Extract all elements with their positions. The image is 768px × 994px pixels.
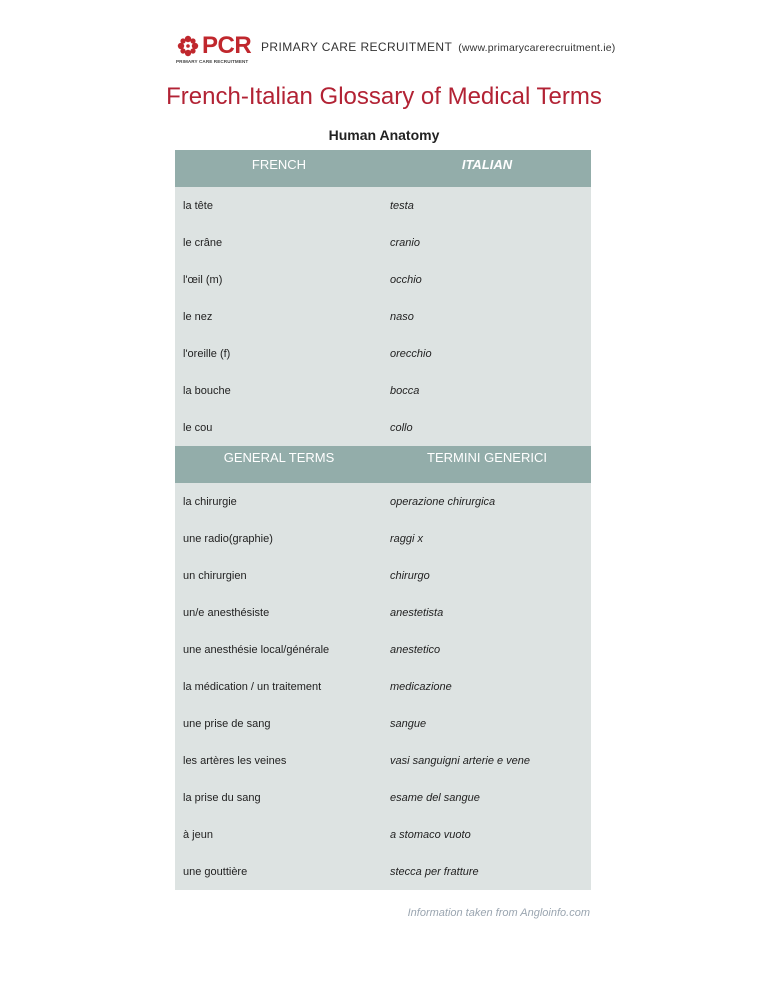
general-header-row [175,446,591,483]
french-term: un chirurgien [183,570,247,582]
french-term: à jeun [183,829,213,841]
org-name: PRIMARY CARE RECRUITMENT [261,40,453,54]
column-header-termini-generici: TERMINI GENERICI [427,450,547,465]
table-row [175,853,591,890]
french-term: l'oreille (f) [183,348,231,360]
org-line [261,40,616,54]
header [175,32,257,66]
italian-term: orecchio [390,348,432,360]
italian-term: anestetista [390,607,444,619]
french-term: le cou [183,422,213,434]
french-term: une prise de sang [183,718,271,730]
italian-term: a stomaco vuoto [390,829,471,841]
italian-term: naso [390,311,414,323]
italian-term: medicazione [390,681,452,693]
french-term: une radio(graphie) [183,533,273,545]
italian-term: vasi sanguigni arterie e vene [390,755,531,767]
french-term: la chirurgie [183,496,237,508]
italian-term: occhio [390,274,422,286]
page-title: French-Italian Glossary of Medical Terms [166,83,602,110]
italian-term: bocca [390,385,420,397]
table-row [175,557,591,594]
table-row [175,668,591,705]
table-row [175,594,591,631]
italian-term: esame del sangue [390,792,480,804]
italian-term: chirurgo [390,570,430,582]
flower-logo-icon [177,35,199,57]
table-row [175,224,591,261]
column-header-french: FRENCH [251,157,307,172]
italian-term: collo [390,422,413,434]
glossary-table [175,150,591,890]
french-term: le crâne [183,237,223,249]
italian-term: cranio [390,237,420,249]
website-link[interactable]: (www.primarycarerecruitment.ie) [458,42,616,54]
table-row [175,409,591,446]
table-row [175,298,591,335]
french-term: une anesthésie local/générale [183,644,330,656]
french-term: un/e anesthésiste [183,607,270,619]
column-header-general-terms: GENERAL TERMS [223,450,335,465]
logo-text: PCR [202,32,252,59]
section-title: Human Anatomy [328,127,440,143]
italian-term: operazione chirurgica [390,496,496,508]
table-row [175,261,591,298]
table-row [175,335,591,372]
french-term: les artères les veines [183,755,287,767]
french-term: l'œil (m) [183,274,223,286]
table-row [175,779,591,816]
italian-term: raggi x [390,533,424,545]
italian-term: anestetico [390,644,441,656]
pcr-logo [175,32,257,66]
logo-subtext: PRIMARY CARE RECRUITMENT [176,59,249,64]
table-row [175,816,591,853]
table-row [175,483,591,520]
french-term: la tête [183,200,213,212]
french-term: la médication / un traitement [183,681,322,693]
table-row [175,520,591,557]
french-term: le nez [183,311,213,323]
table-row [175,187,591,224]
french-term: une gouttière [183,866,248,878]
table-row [175,705,591,742]
french-term: la bouche [183,385,231,397]
anatomy-header-row [175,150,591,187]
column-header-italian: ITALIAN [461,157,513,172]
table-row [175,742,591,779]
table-row [175,631,591,668]
source-note: Information taken from Angloinfo.com [407,907,590,919]
italian-term: stecca per fratture [390,866,479,878]
table-row [175,372,591,409]
french-term: la prise du sang [183,792,261,804]
italian-term: sangue [390,718,427,730]
italian-term: testa [390,200,414,212]
